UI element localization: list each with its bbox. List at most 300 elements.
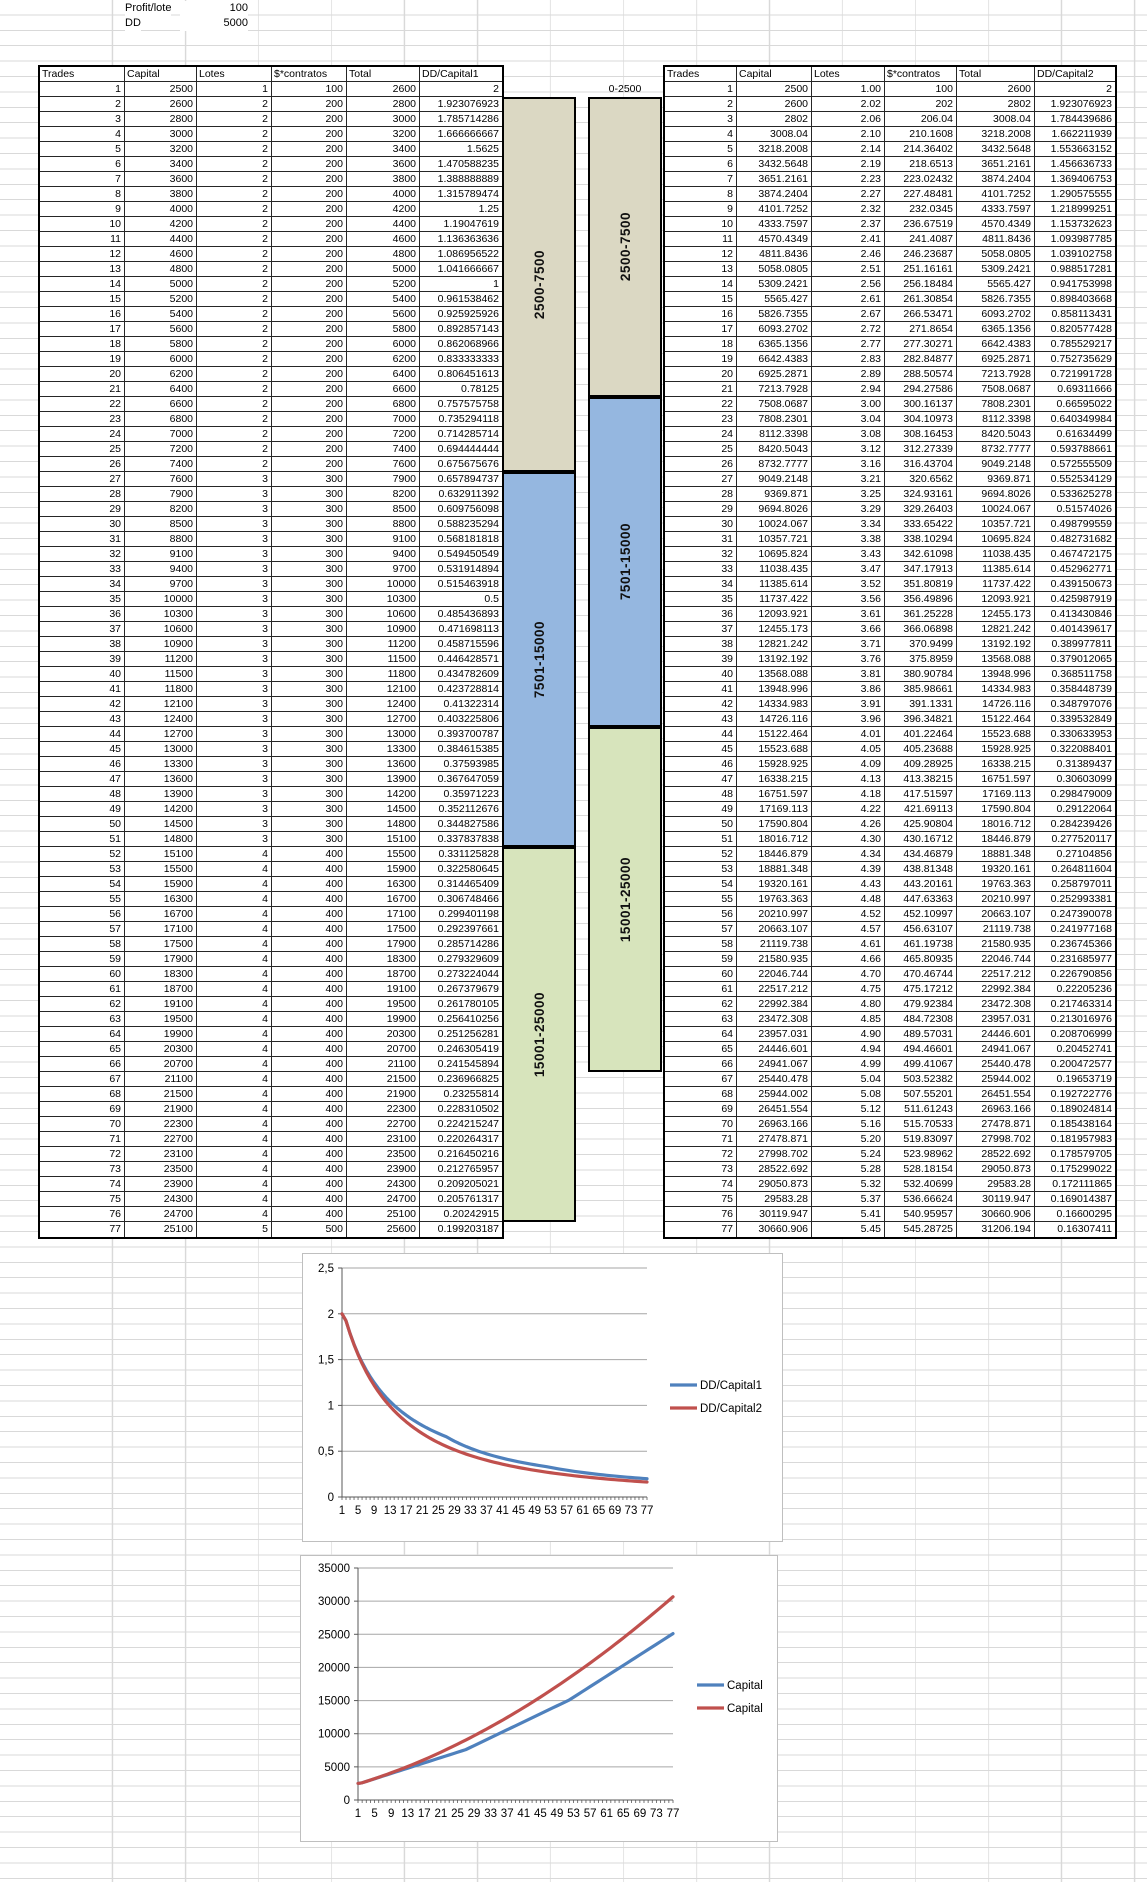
- cell[interactable]: 12: [40, 247, 125, 262]
- cell[interactable]: 1.00: [812, 82, 885, 97]
- cell[interactable]: 2.41: [812, 232, 885, 247]
- cell[interactable]: 4: [197, 1192, 272, 1207]
- cell[interactable]: 4.61: [812, 937, 885, 952]
- cell[interactable]: 300: [272, 757, 347, 772]
- cell[interactable]: 19900: [125, 1027, 197, 1042]
- cell[interactable]: 0.306748466: [420, 892, 502, 907]
- cell[interactable]: 0.337837838: [420, 832, 502, 847]
- profit-lote-value[interactable]: 100: [180, 1, 248, 16]
- cell[interactable]: 23100: [347, 1132, 420, 1147]
- cell[interactable]: 0.29122064: [1035, 802, 1115, 817]
- cell[interactable]: 37: [665, 622, 737, 637]
- cell[interactable]: 2.77: [812, 337, 885, 352]
- cell[interactable]: 16700: [125, 907, 197, 922]
- cell[interactable]: 10000: [347, 577, 420, 592]
- cell[interactable]: 12093.921: [737, 607, 812, 622]
- cell[interactable]: 26963.166: [737, 1117, 812, 1132]
- cell[interactable]: 400: [272, 1117, 347, 1132]
- cell[interactable]: 236.67519: [885, 217, 957, 232]
- cell[interactable]: 2: [197, 187, 272, 202]
- column-header-lotes[interactable]: Lotes: [197, 67, 272, 82]
- cell[interactable]: 3: [197, 562, 272, 577]
- cell[interactable]: 3.08: [812, 427, 885, 442]
- cell[interactable]: 46: [665, 757, 737, 772]
- cell[interactable]: 361.25228: [885, 607, 957, 622]
- cell[interactable]: 0.217463314: [1035, 997, 1115, 1012]
- cell[interactable]: 0.169014387: [1035, 1192, 1115, 1207]
- cell[interactable]: 17169.113: [957, 787, 1035, 802]
- cell[interactable]: 4: [197, 922, 272, 937]
- cell[interactable]: 2.27: [812, 187, 885, 202]
- cell[interactable]: 300: [272, 772, 347, 787]
- cell[interactable]: 6: [665, 157, 737, 172]
- cell[interactable]: 73: [40, 1162, 125, 1177]
- cell[interactable]: 11: [40, 232, 125, 247]
- cell[interactable]: 200: [272, 127, 347, 142]
- cell[interactable]: 300: [272, 472, 347, 487]
- cell[interactable]: 14800: [125, 832, 197, 847]
- cell[interactable]: 27998.702: [737, 1147, 812, 1162]
- cell[interactable]: 66: [665, 1057, 737, 1072]
- cell[interactable]: 2500: [737, 82, 812, 97]
- cell[interactable]: 0.16307411: [1035, 1222, 1115, 1237]
- cell[interactable]: 3: [197, 787, 272, 802]
- cell[interactable]: 0.806451613: [420, 367, 502, 382]
- cell[interactable]: 5826.7355: [737, 307, 812, 322]
- cell[interactable]: 2.10: [812, 127, 885, 142]
- cell[interactable]: 1.290575555: [1035, 187, 1115, 202]
- cell[interactable]: 6600: [125, 397, 197, 412]
- cell[interactable]: 0.279329609: [420, 952, 502, 967]
- cell[interactable]: 300: [272, 787, 347, 802]
- cell[interactable]: 400: [272, 1177, 347, 1192]
- cell[interactable]: 0.344827586: [420, 817, 502, 832]
- cell[interactable]: 58: [40, 937, 125, 952]
- cell[interactable]: 57: [40, 922, 125, 937]
- cell[interactable]: 22: [40, 397, 125, 412]
- cell[interactable]: 0.27104856: [1035, 847, 1115, 862]
- cell[interactable]: 0.277520117: [1035, 832, 1115, 847]
- cell[interactable]: 489.57031: [885, 1027, 957, 1042]
- cell[interactable]: 400: [272, 1087, 347, 1102]
- cell[interactable]: 28522.692: [737, 1162, 812, 1177]
- cell[interactable]: 14: [665, 277, 737, 292]
- cell[interactable]: 25600: [347, 1222, 420, 1237]
- cell[interactable]: 9369.871: [737, 487, 812, 502]
- cell[interactable]: 19100: [125, 997, 197, 1012]
- cell[interactable]: 11200: [347, 637, 420, 652]
- cell[interactable]: 0.31389437: [1035, 757, 1115, 772]
- cell[interactable]: 0.200472577: [1035, 1057, 1115, 1072]
- cell[interactable]: 6093.2702: [737, 322, 812, 337]
- dd-chart[interactable]: [302, 1253, 783, 1542]
- cell[interactable]: 4: [197, 967, 272, 982]
- cell[interactable]: 31: [665, 532, 737, 547]
- cell[interactable]: 0.178579705: [1035, 1147, 1115, 1162]
- cell[interactable]: 20700: [125, 1057, 197, 1072]
- cell[interactable]: 0.251256281: [420, 1027, 502, 1042]
- cell[interactable]: 4600: [125, 247, 197, 262]
- cell[interactable]: 200: [272, 232, 347, 247]
- cell[interactable]: 1.153732623: [1035, 217, 1115, 232]
- cell[interactable]: 3.91: [812, 697, 885, 712]
- cell[interactable]: 38: [665, 637, 737, 652]
- cell[interactable]: 479.92384: [885, 997, 957, 1012]
- cell[interactable]: 400: [272, 967, 347, 982]
- cell[interactable]: 55: [40, 892, 125, 907]
- cell[interactable]: 15: [665, 292, 737, 307]
- cell[interactable]: 0.298479009: [1035, 787, 1115, 802]
- cell[interactable]: 9400: [347, 547, 420, 562]
- cell[interactable]: 0.330633953: [1035, 727, 1115, 742]
- cell[interactable]: 5.28: [812, 1162, 885, 1177]
- cell[interactable]: 12400: [347, 697, 420, 712]
- cell[interactable]: 4400: [347, 217, 420, 232]
- cell[interactable]: 0.5: [420, 592, 502, 607]
- cell[interactable]: 2: [40, 97, 125, 112]
- cell[interactable]: 5.04: [812, 1072, 885, 1087]
- cell[interactable]: 1.315789474: [420, 187, 502, 202]
- cell[interactable]: 5000: [347, 262, 420, 277]
- cell[interactable]: 12100: [125, 697, 197, 712]
- cell[interactable]: 300: [272, 727, 347, 742]
- cell[interactable]: 2600: [737, 97, 812, 112]
- cell[interactable]: 400: [272, 1207, 347, 1222]
- cell[interactable]: 3.47: [812, 562, 885, 577]
- cell[interactable]: 400: [272, 1057, 347, 1072]
- cell[interactable]: 251.16161: [885, 262, 957, 277]
- cell[interactable]: 15100: [347, 832, 420, 847]
- cell[interactable]: 38: [40, 637, 125, 652]
- cell[interactable]: 1.086956522: [420, 247, 502, 262]
- cell[interactable]: 241.4087: [885, 232, 957, 247]
- cell[interactable]: 9049.2148: [737, 472, 812, 487]
- cell[interactable]: 1.666666667: [420, 127, 502, 142]
- cell[interactable]: 43: [40, 712, 125, 727]
- cell[interactable]: 4: [197, 1177, 272, 1192]
- cell[interactable]: 465.80935: [885, 952, 957, 967]
- cell[interactable]: 17900: [125, 952, 197, 967]
- cell[interactable]: 33: [40, 562, 125, 577]
- cell[interactable]: 16751.597: [957, 772, 1035, 787]
- cell[interactable]: 0.941753998: [1035, 277, 1115, 292]
- cell[interactable]: 30: [40, 517, 125, 532]
- cell[interactable]: 10: [665, 217, 737, 232]
- cell[interactable]: 434.46879: [885, 847, 957, 862]
- cell[interactable]: 21500: [347, 1072, 420, 1087]
- cell[interactable]: 200: [272, 412, 347, 427]
- cell[interactable]: 400: [272, 1042, 347, 1057]
- cell[interactable]: 50: [40, 817, 125, 832]
- cell[interactable]: 214.36402: [885, 142, 957, 157]
- cell[interactable]: 61: [665, 982, 737, 997]
- cell[interactable]: 9100: [125, 547, 197, 562]
- cell[interactable]: 5: [665, 142, 737, 157]
- cell[interactable]: 4: [197, 877, 272, 892]
- cell[interactable]: 0.568181818: [420, 532, 502, 547]
- cell[interactable]: 2: [420, 82, 502, 97]
- cell[interactable]: 3.52: [812, 577, 885, 592]
- cell[interactable]: 13300: [347, 742, 420, 757]
- cell[interactable]: 64: [40, 1027, 125, 1042]
- cell[interactable]: 35: [665, 592, 737, 607]
- cell[interactable]: 7000: [347, 412, 420, 427]
- cell[interactable]: 2.46: [812, 247, 885, 262]
- cell[interactable]: 7200: [347, 427, 420, 442]
- cell[interactable]: 51: [665, 832, 737, 847]
- column-header-dd-capital2[interactable]: DD/Capital2: [1035, 67, 1115, 82]
- cell[interactable]: 4: [665, 127, 737, 142]
- cell[interactable]: 0.273224044: [420, 967, 502, 982]
- cell[interactable]: 3432.5648: [957, 142, 1035, 157]
- cell[interactable]: 0.757575758: [420, 397, 502, 412]
- cell[interactable]: 11038.435: [957, 547, 1035, 562]
- cell[interactable]: 17100: [347, 907, 420, 922]
- cell[interactable]: 456.63107: [885, 922, 957, 937]
- cell[interactable]: 8: [40, 187, 125, 202]
- cell[interactable]: 8500: [125, 517, 197, 532]
- cell[interactable]: 413.38215: [885, 772, 957, 787]
- cell[interactable]: 3: [197, 772, 272, 787]
- cell[interactable]: 17100: [125, 922, 197, 937]
- cell[interactable]: 0.78125: [420, 382, 502, 397]
- cell[interactable]: 1.923076923: [420, 97, 502, 112]
- cell[interactable]: 24: [40, 427, 125, 442]
- cell[interactable]: 13300: [125, 757, 197, 772]
- cell[interactable]: 0.175299022: [1035, 1162, 1115, 1177]
- cell[interactable]: 0.413430846: [1035, 607, 1115, 622]
- cell[interactable]: 6200: [125, 367, 197, 382]
- cell[interactable]: 6093.2702: [957, 307, 1035, 322]
- cell[interactable]: 15122.464: [957, 712, 1035, 727]
- cell[interactable]: 3.86: [812, 682, 885, 697]
- cell[interactable]: 3: [197, 817, 272, 832]
- cell[interactable]: 1.136363636: [420, 232, 502, 247]
- cell[interactable]: 4200: [125, 217, 197, 232]
- cell[interactable]: 0.228310502: [420, 1102, 502, 1117]
- cell[interactable]: 45: [665, 742, 737, 757]
- cell[interactable]: 4: [197, 1087, 272, 1102]
- cell[interactable]: 5309.2421: [737, 277, 812, 292]
- cell[interactable]: 11385.614: [737, 577, 812, 592]
- cell[interactable]: 27998.702: [957, 1132, 1035, 1147]
- cell[interactable]: 0.213016976: [1035, 1012, 1115, 1027]
- cell[interactable]: 3: [197, 547, 272, 562]
- cell[interactable]: 9: [665, 202, 737, 217]
- cell[interactable]: 56: [665, 907, 737, 922]
- cell[interactable]: 0.256410256: [420, 1012, 502, 1027]
- cell[interactable]: 34: [40, 577, 125, 592]
- cell[interactable]: 2.67: [812, 307, 885, 322]
- cell[interactable]: 200: [272, 187, 347, 202]
- cell[interactable]: 7400: [125, 457, 197, 472]
- cell[interactable]: 0.423728814: [420, 682, 502, 697]
- cell[interactable]: 1: [420, 277, 502, 292]
- cell[interactable]: 15: [40, 292, 125, 307]
- cell[interactable]: 6400: [347, 367, 420, 382]
- cell[interactable]: 3: [197, 667, 272, 682]
- cell[interactable]: 20300: [347, 1027, 420, 1042]
- cell[interactable]: 200: [272, 277, 347, 292]
- cell[interactable]: 63: [40, 1012, 125, 1027]
- range-band-7501-15000[interactable]: [502, 472, 576, 847]
- cell[interactable]: 59: [40, 952, 125, 967]
- cell[interactable]: 24941.067: [737, 1057, 812, 1072]
- cell[interactable]: 400: [272, 1192, 347, 1207]
- cell[interactable]: 30660.906: [957, 1207, 1035, 1222]
- cell[interactable]: 30: [665, 517, 737, 532]
- cell[interactable]: 400: [272, 1072, 347, 1087]
- cell[interactable]: 515.70533: [885, 1117, 957, 1132]
- cell[interactable]: 10600: [347, 607, 420, 622]
- cell[interactable]: 1.470588235: [420, 157, 502, 172]
- cell[interactable]: 200: [272, 397, 347, 412]
- cell[interactable]: 304.10973: [885, 412, 957, 427]
- cell[interactable]: 20300: [125, 1042, 197, 1057]
- cell[interactable]: 14726.116: [957, 697, 1035, 712]
- cell[interactable]: 1.784439686: [1035, 112, 1115, 127]
- cell[interactable]: 12455.173: [957, 607, 1035, 622]
- cell[interactable]: 11737.422: [737, 592, 812, 607]
- cell[interactable]: 21580.935: [957, 937, 1035, 952]
- cell[interactable]: 30119.947: [957, 1192, 1035, 1207]
- cell[interactable]: 3.56: [812, 592, 885, 607]
- cell[interactable]: 3432.5648: [737, 157, 812, 172]
- cell[interactable]: 0.205761317: [420, 1192, 502, 1207]
- cell[interactable]: 0.220264317: [420, 1132, 502, 1147]
- cell[interactable]: 0.189024814: [1035, 1102, 1115, 1117]
- cell[interactable]: 77: [40, 1222, 125, 1237]
- cell[interactable]: 10: [40, 217, 125, 232]
- cell[interactable]: 0.216450216: [420, 1147, 502, 1162]
- cell[interactable]: 300: [272, 547, 347, 562]
- cell[interactable]: 300: [272, 622, 347, 637]
- cell[interactable]: 0.694444444: [420, 442, 502, 457]
- cell[interactable]: 6000: [125, 352, 197, 367]
- cell[interactable]: 2: [197, 427, 272, 442]
- cell[interactable]: 300: [272, 502, 347, 517]
- cell[interactable]: 0.425987919: [1035, 592, 1115, 607]
- cell[interactable]: 61: [40, 982, 125, 997]
- cell[interactable]: 0.16600295: [1035, 1207, 1115, 1222]
- cell[interactable]: 2.89: [812, 367, 885, 382]
- cell[interactable]: 385.98661: [885, 682, 957, 697]
- cell[interactable]: 45: [40, 742, 125, 757]
- cell[interactable]: 18700: [125, 982, 197, 997]
- cell[interactable]: 0.226790856: [1035, 967, 1115, 982]
- cell[interactable]: 200: [272, 112, 347, 127]
- cell[interactable]: 5600: [125, 322, 197, 337]
- cell[interactable]: 53: [40, 862, 125, 877]
- cell[interactable]: 7: [665, 172, 737, 187]
- cell[interactable]: 8732.7777: [737, 457, 812, 472]
- cell[interactable]: 2.14: [812, 142, 885, 157]
- cell[interactable]: 67: [665, 1072, 737, 1087]
- cell[interactable]: 4.13: [812, 772, 885, 787]
- cell[interactable]: 73: [665, 1162, 737, 1177]
- cell[interactable]: 76: [40, 1207, 125, 1222]
- cell[interactable]: 300: [272, 562, 347, 577]
- cell[interactable]: 12821.242: [957, 622, 1035, 637]
- cell[interactable]: 0.393700787: [420, 727, 502, 742]
- range-label-0-2500[interactable]: 0-2500: [608, 83, 642, 95]
- cell[interactable]: 0.241977168: [1035, 922, 1115, 937]
- cell[interactable]: 36: [665, 607, 737, 622]
- cell[interactable]: 30119.947: [737, 1207, 812, 1222]
- cell[interactable]: 19500: [347, 997, 420, 1012]
- cell[interactable]: 28522.692: [957, 1147, 1035, 1162]
- cell[interactable]: 2: [197, 322, 272, 337]
- cell[interactable]: 5: [197, 1222, 272, 1237]
- capital-chart[interactable]: [300, 1555, 778, 1842]
- cell[interactable]: 0.833333333: [420, 352, 502, 367]
- cell[interactable]: 36: [40, 607, 125, 622]
- cell[interactable]: 60: [665, 967, 737, 982]
- cell[interactable]: 20: [40, 367, 125, 382]
- cell[interactable]: 3.96: [812, 712, 885, 727]
- cell[interactable]: 4800: [125, 262, 197, 277]
- cell[interactable]: 22046.744: [957, 952, 1035, 967]
- cell[interactable]: 14500: [347, 802, 420, 817]
- cell[interactable]: 24700: [125, 1207, 197, 1222]
- cell[interactable]: 14334.983: [957, 682, 1035, 697]
- cell[interactable]: 3: [197, 832, 272, 847]
- cell[interactable]: 11200: [125, 652, 197, 667]
- cell[interactable]: 23500: [125, 1162, 197, 1177]
- cell[interactable]: 300: [272, 607, 347, 622]
- cell[interactable]: 47: [40, 772, 125, 787]
- cell[interactable]: 1.039102758: [1035, 247, 1115, 262]
- cell[interactable]: 3: [197, 742, 272, 757]
- cell[interactable]: 58: [665, 937, 737, 952]
- cell[interactable]: 5.20: [812, 1132, 885, 1147]
- cell[interactable]: 17500: [347, 922, 420, 937]
- cell[interactable]: 4: [40, 127, 125, 142]
- cell[interactable]: 5.37: [812, 1192, 885, 1207]
- cell[interactable]: 4101.7252: [957, 187, 1035, 202]
- cell[interactable]: 3: [197, 652, 272, 667]
- cell[interactable]: 4200: [347, 202, 420, 217]
- cell[interactable]: 1.218999251: [1035, 202, 1115, 217]
- cell[interactable]: 4.75: [812, 982, 885, 997]
- cell[interactable]: 202: [885, 97, 957, 112]
- cell[interactable]: 3400: [125, 157, 197, 172]
- cell[interactable]: 47: [665, 772, 737, 787]
- cell[interactable]: 15500: [347, 847, 420, 862]
- range-band-2500-7500[interactable]: [588, 97, 662, 397]
- cell[interactable]: 20: [665, 367, 737, 382]
- cell[interactable]: 22517.212: [737, 982, 812, 997]
- cell[interactable]: 22300: [125, 1117, 197, 1132]
- cell[interactable]: 26: [40, 457, 125, 472]
- cell[interactable]: 2: [197, 97, 272, 112]
- cell[interactable]: 5.32: [812, 1177, 885, 1192]
- cell[interactable]: 494.46601: [885, 1042, 957, 1057]
- cell[interactable]: 2.02: [812, 97, 885, 112]
- cell[interactable]: 0.69311666: [1035, 382, 1115, 397]
- cell[interactable]: 2: [197, 382, 272, 397]
- cell[interactable]: 356.49896: [885, 592, 957, 607]
- cell[interactable]: 0.19653719: [1035, 1072, 1115, 1087]
- cell[interactable]: 26963.166: [957, 1102, 1035, 1117]
- cell[interactable]: 0.549450549: [420, 547, 502, 562]
- cell[interactable]: 13948.996: [737, 682, 812, 697]
- cell[interactable]: 3.16: [812, 457, 885, 472]
- cell[interactable]: 67: [40, 1072, 125, 1087]
- cell[interactable]: 300: [272, 592, 347, 607]
- cell[interactable]: 19320.161: [737, 877, 812, 892]
- cell[interactable]: 3: [197, 802, 272, 817]
